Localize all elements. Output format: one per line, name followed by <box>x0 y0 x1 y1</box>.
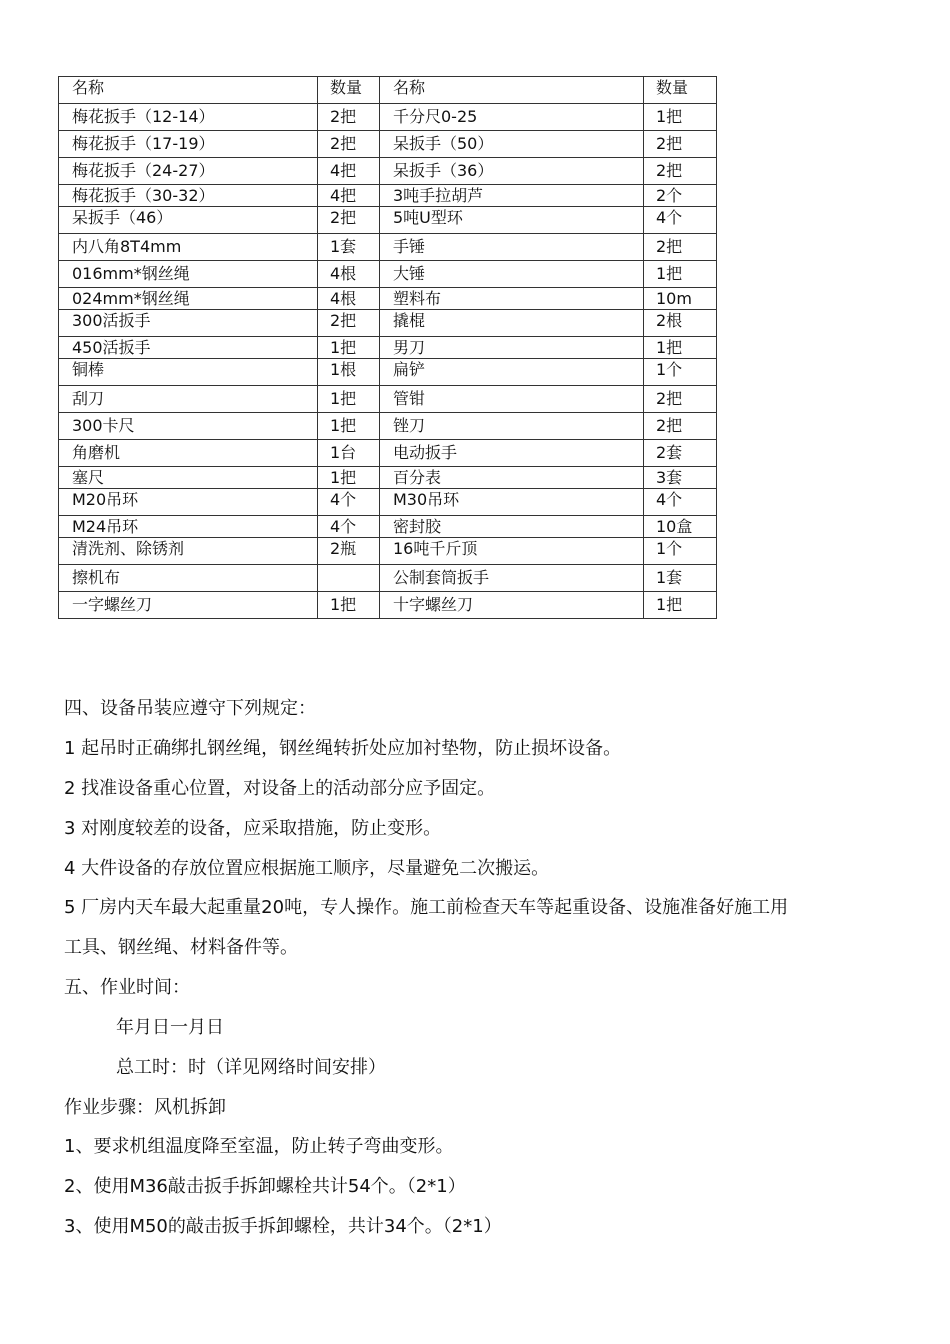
table-row <box>59 310 717 337</box>
section4-heading: 四、设备吊装应遵守下列规定： <box>64 698 316 719</box>
table-cell-name-2: 大锤 <box>380 261 644 288</box>
section5-heading: 五、作业时间： <box>64 977 190 998</box>
section4-item-4: 4 大件设备的存放位置应根据施工顺序，尽量避免二次搬运。 <box>64 858 550 879</box>
header-name-1: 名称 <box>59 77 318 104</box>
table-cell-qty-1: 4根 <box>318 288 380 310</box>
table-row <box>59 592 717 619</box>
tools-table <box>58 76 717 619</box>
table-cell-qty-2: 2根 <box>644 310 717 337</box>
header-qty-2: 数量 <box>644 77 717 104</box>
section5-total-hours: 总工时：时（详见网络时间安排） <box>116 1057 386 1078</box>
table-cell-qty-1: 1根 <box>318 359 380 386</box>
table-cell-name-1: 铜棒 <box>59 359 318 386</box>
table-cell-qty-1: 4根 <box>318 261 380 288</box>
table-cell-name-1: 024mm*钢丝绳 <box>59 288 318 310</box>
table-cell-qty-2: 4个 <box>644 489 717 516</box>
table-cell-name-2: 管钳 <box>380 386 644 413</box>
table-cell-qty-1: 1把 <box>318 592 380 619</box>
table-cell-qty-2: 3套 <box>644 467 717 489</box>
table-cell-name-2: 电动扳手 <box>380 440 644 467</box>
table-cell-name-2: 十字螺丝刀 <box>380 592 644 619</box>
table-cell-qty-2: 1把 <box>644 104 717 131</box>
table-cell-qty-2: 2把 <box>644 413 717 440</box>
table-cell-name-2: 公制套筒扳手 <box>380 565 644 592</box>
step-item-1: 1、要求机组温度降至室温，防止转子弯曲变形。 <box>64 1136 454 1157</box>
table-cell-qty-1: 2把 <box>318 310 380 337</box>
table-cell-qty-1: 1套 <box>318 234 380 261</box>
table-cell-qty-1: 2瓶 <box>318 538 380 565</box>
table-row <box>59 261 717 288</box>
table-row <box>59 467 717 489</box>
table-cell-name-1: 一字螺丝刀 <box>59 592 318 619</box>
table-cell-qty-2: 2把 <box>644 386 717 413</box>
table-row <box>59 386 717 413</box>
table-cell-name-1: 擦机布 <box>59 565 318 592</box>
table-cell-name-1: 梅花扳手（12-14） <box>59 104 318 131</box>
table-row <box>59 413 717 440</box>
steps-heading: 作业步骤：风机拆卸 <box>64 1097 226 1118</box>
header-qty-1: 数量 <box>318 77 380 104</box>
table-header-row <box>59 77 717 104</box>
section5-date-range: 年月日一月日 <box>116 1017 224 1038</box>
table-cell-name-2: 千分尺0-25 <box>380 104 644 131</box>
table-cell-name-2: M30吊环 <box>380 489 644 516</box>
table-row <box>59 489 717 516</box>
table-cell-name-1: M24吊环 <box>59 516 318 538</box>
table-cell-qty-1: 1把 <box>318 467 380 489</box>
table-cell-name-2: 5吨U型环 <box>380 207 644 234</box>
table-row <box>59 131 717 158</box>
table-cell-qty-2: 2个 <box>644 185 717 207</box>
step-item-2: 2、使用M36敲击扳手拆卸螺栓共计54个。（2*1） <box>64 1176 466 1197</box>
table-cell-name-1: 角磨机 <box>59 440 318 467</box>
table-cell-name-1: 梅花扳手（24-27） <box>59 158 318 185</box>
table-cell-name-2: 密封胶 <box>380 516 644 538</box>
table-row <box>59 359 717 386</box>
table-row <box>59 207 717 234</box>
table-cell-qty-2: 1个 <box>644 359 717 386</box>
table-cell-qty-2: 1把 <box>644 261 717 288</box>
table-cell-name-2: 手锤 <box>380 234 644 261</box>
section4-item-1: 1 起吊时正确绑扎钢丝绳，钢丝绳转折处应加衬垫物，防止损坏设备。 <box>64 738 622 759</box>
table-cell-qty-2: 10盒 <box>644 516 717 538</box>
table-cell-name-1: 梅花扳手（17-19） <box>59 131 318 158</box>
table-cell-qty-1: 4把 <box>318 158 380 185</box>
table-cell-qty-1: 2把 <box>318 207 380 234</box>
table-cell-name-1: 450活扳手 <box>59 337 318 359</box>
table-cell-qty-1: 1把 <box>318 386 380 413</box>
table-cell-name-2: 锉刀 <box>380 413 644 440</box>
section4-item-3: 3 对刚度较差的设备，应采取措施，防止变形。 <box>64 818 442 839</box>
table-cell-qty-1: 2把 <box>318 131 380 158</box>
table-cell-qty-2: 1把 <box>644 337 717 359</box>
table-cell-name-2: 16吨千斤顶 <box>380 538 644 565</box>
table-cell-qty-1 <box>318 565 380 592</box>
table-cell-name-2: 扁铲 <box>380 359 644 386</box>
table-cell-name-2: 百分表 <box>380 467 644 489</box>
table-cell-name-1: 内八角8T4mm <box>59 234 318 261</box>
table-cell-qty-2: 2把 <box>644 158 717 185</box>
table-row <box>59 565 717 592</box>
table-cell-name-1: 呆扳手（46） <box>59 207 318 234</box>
table-cell-name-2: 呆扳手（36） <box>380 158 644 185</box>
table-cell-qty-1: 1台 <box>318 440 380 467</box>
table-cell-name-2: 男刀 <box>380 337 644 359</box>
table-cell-qty-2: 1套 <box>644 565 717 592</box>
table-cell-name-1: 300卡尺 <box>59 413 318 440</box>
table-row <box>59 440 717 467</box>
table-cell-qty-1: 2把 <box>318 104 380 131</box>
table-cell-qty-1: 1把 <box>318 413 380 440</box>
table-cell-name-1: 清洗剂、除锈剂 <box>59 538 318 565</box>
table-cell-name-1: M20吊环 <box>59 489 318 516</box>
section4-item-5: 5 厂房内天车最大起重量20吨，专人操作。施工前检查天车等起重设备、设施准备好施工用 <box>64 897 789 918</box>
table-cell-qty-2: 1个 <box>644 538 717 565</box>
table-cell-name-2: 塑料布 <box>380 288 644 310</box>
table-cell-qty-2: 2套 <box>644 440 717 467</box>
table-cell-name-2: 3吨手拉胡芦 <box>380 185 644 207</box>
table-cell-name-1: 016mm*钢丝绳 <box>59 261 318 288</box>
section4-item-2: 2 找准设备重心位置，对设备上的活动部分应予固定。 <box>64 778 496 799</box>
step-item-3: 3、使用M50的敲击扳手拆卸螺栓，共计34个。（2*1） <box>64 1216 502 1237</box>
table-cell-name-2: 呆扳手（50） <box>380 131 644 158</box>
table-cell-qty-1: 4把 <box>318 185 380 207</box>
table-cell-name-1: 刮刀 <box>59 386 318 413</box>
table-row <box>59 337 717 359</box>
table-cell-qty-2: 4个 <box>644 207 717 234</box>
table-cell-qty-1: 4个 <box>318 489 380 516</box>
table-cell-name-2: 撬棍 <box>380 310 644 337</box>
table-cell-qty-1: 4个 <box>318 516 380 538</box>
section4-item-5-cont: 工具、钢丝绳、材料备件等。 <box>64 937 298 958</box>
header-name-2: 名称 <box>380 77 644 104</box>
table-cell-qty-2: 10m <box>644 288 717 310</box>
table-cell-name-1: 300活扳手 <box>59 310 318 337</box>
table-cell-name-1: 梅花扳手（30-32） <box>59 185 318 207</box>
table-cell-qty-2: 2把 <box>644 234 717 261</box>
table-cell-qty-2: 2把 <box>644 131 717 158</box>
table-row <box>59 538 717 565</box>
table-cell-qty-1: 1把 <box>318 337 380 359</box>
table-row <box>59 516 717 538</box>
table-row <box>59 158 717 185</box>
table-cell-name-1: 塞尺 <box>59 467 318 489</box>
table-row <box>59 288 717 310</box>
table-row <box>59 185 717 207</box>
table-cell-qty-2: 1把 <box>644 592 717 619</box>
table-row <box>59 104 717 131</box>
table-row <box>59 234 717 261</box>
